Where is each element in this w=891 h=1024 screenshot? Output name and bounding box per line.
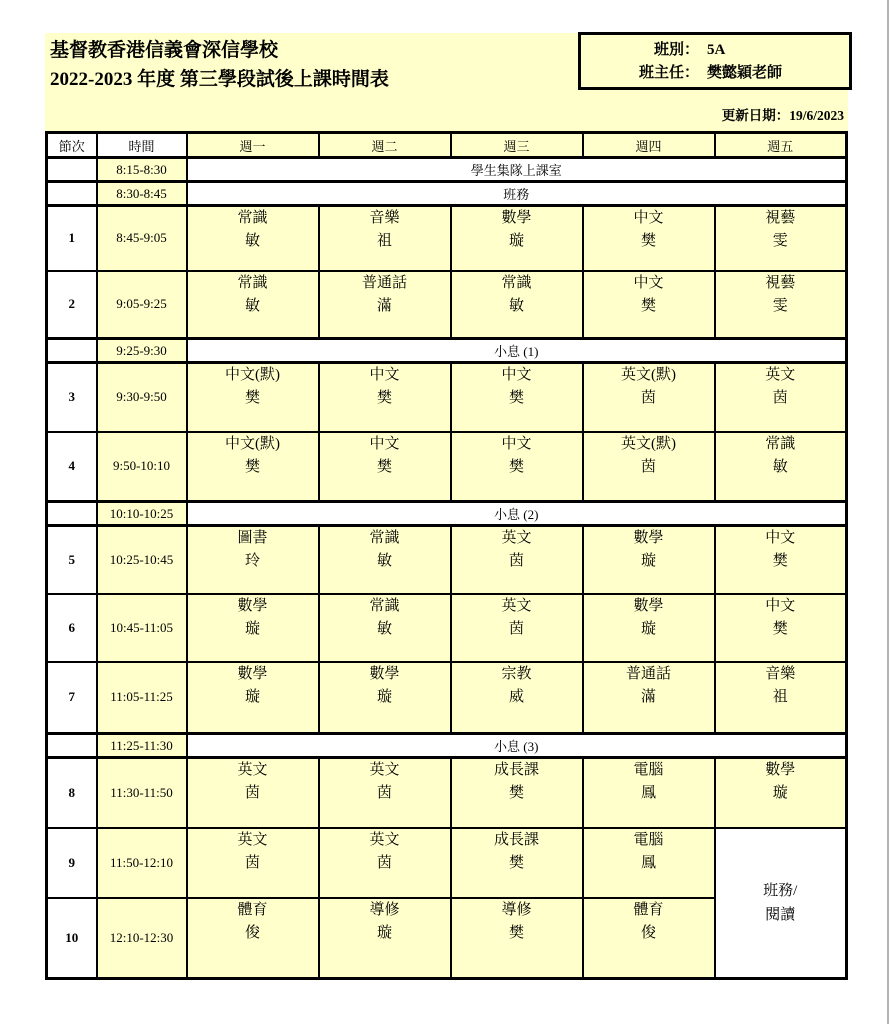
subject-text: 數學	[765, 762, 796, 778]
time-cell: 10:25-10:45	[97, 526, 187, 594]
period-cell: 9	[47, 828, 97, 898]
period-row	[47, 828, 847, 898]
subject-text: 中文	[633, 274, 664, 291]
column-header-3: 週二	[319, 133, 451, 158]
subject-text: 常識	[369, 530, 400, 546]
page-edge-line	[887, 0, 889, 1024]
timetable-header	[47, 133, 847, 158]
teacher-text: 璇	[640, 553, 656, 569]
period-cell	[47, 734, 97, 758]
subject-text: 音樂	[765, 665, 796, 682]
lesson-cell	[451, 271, 583, 339]
teacher-text: 璇	[640, 620, 656, 637]
lesson-cell	[583, 828, 715, 898]
column-header-0: 節次	[47, 133, 97, 158]
teacher-text: 樊	[508, 785, 524, 801]
lesson-cell	[715, 594, 847, 662]
subject-text: 導修	[369, 901, 400, 918]
subject-text: 中文	[501, 435, 532, 452]
time-cell: 11:25-11:30	[97, 734, 187, 758]
subject-text: 體育	[237, 901, 268, 918]
lesson-cell	[715, 662, 847, 734]
lesson-cell	[319, 432, 451, 502]
subject-text: 數學	[237, 597, 268, 614]
period-row	[47, 758, 847, 828]
lesson-cell	[451, 662, 583, 734]
teacher-text: 威	[508, 688, 524, 705]
period-cell: 2	[47, 271, 97, 339]
subject-text: 視藝	[765, 210, 796, 226]
teacher-text: 敏	[508, 297, 524, 314]
lesson-cell	[319, 363, 451, 432]
subject-text: 英文	[765, 367, 796, 383]
document-title	[50, 36, 389, 94]
subject-text: 導修	[501, 901, 532, 918]
subject-text: 常識	[501, 274, 532, 291]
subject-text: 英文	[501, 597, 532, 614]
teacher-text: 敏	[376, 553, 392, 569]
period-cell: 4	[47, 432, 97, 502]
teacher-text: 茵	[376, 854, 392, 871]
teacher-text: 璇	[244, 620, 260, 637]
teacher-text: 俊	[640, 924, 656, 941]
period-cell: 7	[47, 662, 97, 734]
teacher-text: 樊	[508, 390, 524, 406]
subject-text: 常識	[237, 210, 268, 226]
subject-text: 普通話	[361, 274, 407, 291]
period-row	[47, 432, 847, 502]
teacher-text: 茵	[640, 458, 656, 475]
lesson-cell	[187, 206, 319, 271]
teacher-text: 茵	[244, 854, 260, 871]
time-cell: 11:30-11:50	[97, 758, 187, 828]
subject-text: 圖書	[237, 530, 268, 546]
teacher-text: 樊	[640, 233, 656, 249]
time-cell: 10:10-10:25	[97, 502, 187, 526]
lesson-cell	[583, 363, 715, 432]
lesson-cell	[187, 271, 319, 339]
subject-text: 中文	[369, 435, 400, 452]
lesson-cell	[715, 206, 847, 271]
period-cell	[47, 182, 97, 206]
period-cell: 10	[47, 898, 97, 979]
friday-merged-cell	[715, 828, 847, 979]
lesson-cell	[715, 526, 847, 594]
period-row	[47, 206, 847, 271]
lesson-cell	[187, 363, 319, 432]
lesson-cell	[187, 526, 319, 594]
period-row	[47, 662, 847, 734]
teacher-text: 樊	[772, 620, 788, 637]
class-teacher-label: 班主任：	[638, 64, 699, 81]
teacher-text: 樊	[376, 458, 392, 475]
teacher-text: 鳳	[640, 854, 656, 871]
subject-text: 中文	[765, 597, 796, 614]
lesson-cell	[715, 758, 847, 828]
teacher-text: 茵	[772, 390, 788, 406]
teacher-text: 鳳	[640, 785, 656, 801]
lesson-cell	[583, 206, 715, 271]
subject-text: 中文	[501, 367, 532, 383]
lesson-cell	[451, 898, 583, 979]
lesson-cell	[451, 206, 583, 271]
lesson-cell	[319, 758, 451, 828]
teacher-text: 雯	[772, 297, 788, 314]
subject-text: 電腦	[633, 831, 664, 848]
subject-text: 視藝	[765, 274, 796, 291]
lesson-cell	[583, 594, 715, 662]
lesson-cell	[583, 898, 715, 979]
timetable-body	[47, 158, 847, 979]
lesson-cell	[583, 758, 715, 828]
special-row-label: 小息 (2)	[187, 502, 847, 526]
special-row-label: 班務	[187, 182, 847, 206]
period-cell: 6	[47, 594, 97, 662]
teacher-text: 璇	[772, 785, 788, 801]
teacher-text: 祖	[772, 688, 788, 705]
time-cell: 9:25-9:30	[97, 339, 187, 363]
special-row	[47, 182, 847, 206]
subject-text: 數學	[369, 665, 400, 682]
lesson-cell	[583, 432, 715, 502]
subject-text: 成長課	[493, 762, 539, 778]
special-row	[47, 502, 847, 526]
period-cell	[47, 158, 97, 182]
lesson-cell	[583, 526, 715, 594]
lesson-cell	[451, 758, 583, 828]
time-cell: 9:05-9:25	[97, 271, 187, 339]
column-header-5: 週四	[583, 133, 715, 158]
time-cell: 11:50-12:10	[97, 828, 187, 898]
teacher-text: 敏	[244, 233, 260, 249]
subject-text: 常識	[369, 597, 400, 614]
subject-text: 英文	[369, 831, 400, 848]
teacher-text: 滿	[376, 297, 392, 314]
timetable-header-row	[47, 133, 847, 158]
column-header-4: 週三	[451, 133, 583, 158]
lesson-cell	[451, 363, 583, 432]
subject-text: 體育	[633, 901, 664, 918]
subject-text: 數學	[633, 597, 664, 614]
special-row-label: 小息 (1)	[187, 339, 847, 363]
teacher-text: 樊	[640, 297, 656, 314]
period-cell: 8	[47, 758, 97, 828]
class-value: 5A	[707, 41, 726, 58]
teacher-text: 茵	[244, 785, 260, 801]
lesson-cell	[715, 432, 847, 502]
column-header-2: 週一	[187, 133, 319, 158]
column-header-1: 時間	[97, 133, 187, 158]
teacher-text: 祖	[376, 233, 392, 249]
period-row	[47, 526, 847, 594]
lesson-cell	[451, 594, 583, 662]
lesson-cell	[451, 828, 583, 898]
merged-cell-line: 閱讀	[765, 906, 796, 923]
teacher-text: 璇	[508, 233, 524, 249]
teacher-text: 璇	[376, 688, 392, 705]
subject-text: 英文	[501, 530, 532, 546]
subject-text: 常識	[237, 274, 268, 291]
teacher-text: 茵	[508, 620, 524, 637]
special-row	[47, 734, 847, 758]
teacher-text: 敏	[376, 620, 392, 637]
teacher-text: 敏	[772, 458, 788, 475]
teacher-text: 敏	[244, 297, 260, 314]
subject-text: 數學	[237, 665, 268, 682]
lesson-cell	[187, 898, 319, 979]
teacher-text: 樊	[244, 458, 260, 475]
teacher-text: 樊	[508, 924, 524, 941]
lesson-cell	[715, 363, 847, 432]
period-row	[47, 363, 847, 432]
subject-text: 中文(默)	[225, 435, 280, 452]
lesson-cell	[187, 662, 319, 734]
subject-text: 英文(默)	[621, 367, 676, 383]
subject-text: 英文	[237, 831, 268, 848]
lesson-cell	[451, 526, 583, 594]
lesson-cell	[187, 432, 319, 502]
lesson-cell	[319, 206, 451, 271]
teacher-text: 樊	[772, 553, 788, 569]
time-cell: 12:10-12:30	[97, 898, 187, 979]
lesson-cell	[715, 271, 847, 339]
subject-text: 英文	[237, 762, 268, 778]
teacher-text: 璇	[244, 688, 260, 705]
time-cell: 9:50-10:10	[97, 432, 187, 502]
class-label: 班別：	[653, 41, 699, 58]
class-info-box	[578, 32, 852, 90]
period-row	[47, 594, 847, 662]
subject-text: 常識	[765, 435, 796, 452]
subject-text: 數學	[633, 530, 664, 546]
lesson-cell	[319, 828, 451, 898]
lesson-cell	[583, 662, 715, 734]
teacher-text: 茵	[640, 390, 656, 406]
subject-text: 數學	[501, 210, 532, 226]
period-cell: 3	[47, 363, 97, 432]
lesson-cell	[319, 898, 451, 979]
subject-text: 電腦	[633, 762, 664, 778]
teacher-text: 樊	[508, 458, 524, 475]
subject-text: 中文	[633, 210, 664, 226]
teacher-text: 樊	[508, 854, 524, 871]
special-row-label: 小息 (3)	[187, 734, 847, 758]
teacher-text: 璇	[376, 924, 392, 941]
period-row	[47, 271, 847, 339]
subject-text: 英文(默)	[621, 435, 676, 452]
time-cell: 11:05-11:25	[97, 662, 187, 734]
timetable	[45, 131, 848, 980]
teacher-text: 俊	[244, 924, 260, 941]
special-row-label: 學生集隊上課室	[187, 158, 847, 182]
teacher-text: 雯	[772, 233, 788, 249]
subject-text: 普通話	[625, 665, 671, 682]
lesson-cell	[583, 271, 715, 339]
school-name: 基督教香港信義會深信學校	[50, 40, 279, 61]
period-cell: 1	[47, 206, 97, 271]
lesson-cell	[319, 526, 451, 594]
lesson-cell	[187, 594, 319, 662]
teacher-text: 茵	[376, 785, 392, 801]
period-cell	[47, 502, 97, 526]
subject-text: 英文	[369, 762, 400, 778]
time-cell: 8:30-8:45	[97, 182, 187, 206]
teacher-text: 玲	[244, 553, 260, 569]
subject-text: 中文	[765, 530, 796, 546]
update-date: 更新日期：19/6/2023	[721, 108, 844, 123]
period-cell: 5	[47, 526, 97, 594]
lesson-cell	[187, 758, 319, 828]
class-teacher-value: 樊懿穎老師	[707, 64, 783, 81]
teacher-text: 樊	[376, 390, 392, 406]
subject-text: 中文	[369, 367, 400, 383]
lesson-cell	[319, 271, 451, 339]
special-row	[47, 158, 847, 182]
timetable-subtitle: 2022-2023 年度 第三學段試後上課時間表	[50, 69, 389, 90]
teacher-text: 滿	[640, 688, 656, 705]
time-cell: 8:45-9:05	[97, 206, 187, 271]
lesson-cell	[451, 432, 583, 502]
lesson-cell	[319, 594, 451, 662]
subject-text: 音樂	[369, 210, 400, 226]
time-cell: 10:45-11:05	[97, 594, 187, 662]
column-header-6: 週五	[715, 133, 847, 158]
time-cell: 8:15-8:30	[97, 158, 187, 182]
lesson-cell	[187, 828, 319, 898]
teacher-text: 茵	[508, 553, 524, 569]
subject-text: 宗教	[501, 665, 532, 682]
time-cell: 9:30-9:50	[97, 363, 187, 432]
special-row	[47, 339, 847, 363]
teacher-text: 樊	[244, 390, 260, 406]
subject-text: 中文(默)	[225, 367, 280, 383]
period-cell	[47, 339, 97, 363]
lesson-cell	[319, 662, 451, 734]
merged-cell-line: 班務/	[763, 882, 798, 899]
subject-text: 成長課	[493, 831, 539, 848]
